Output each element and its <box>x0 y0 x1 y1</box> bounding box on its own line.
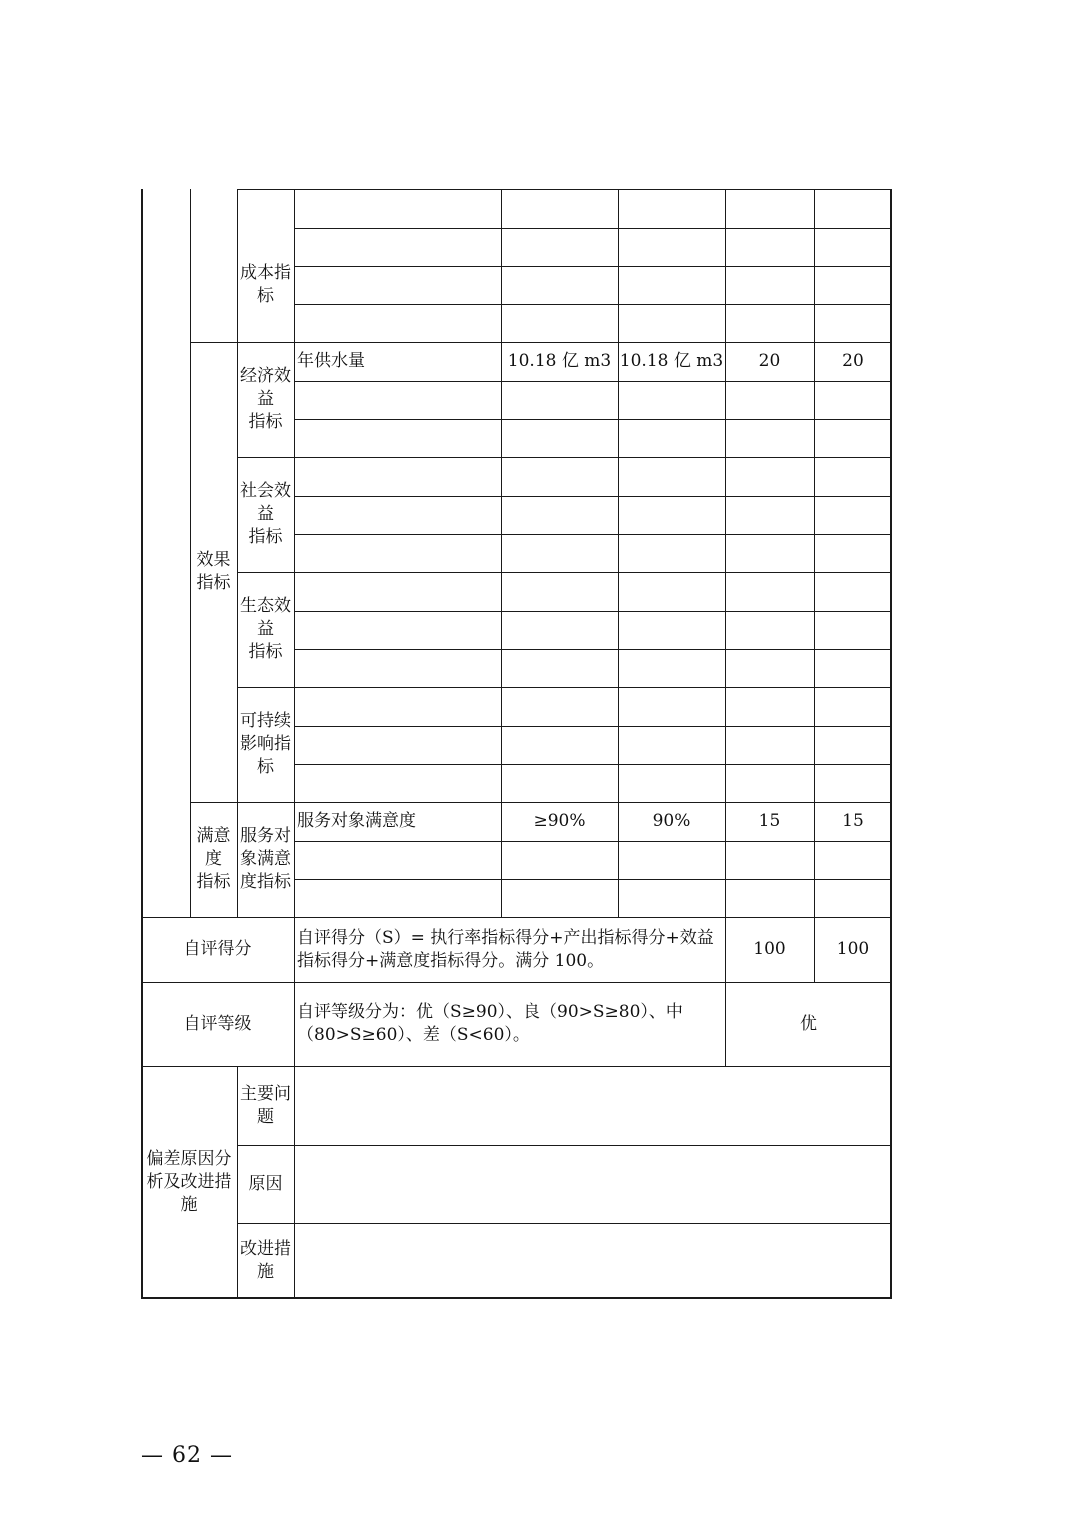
table-rule <box>294 726 892 727</box>
table-rule <box>814 189 815 982</box>
reason-label: 原因 <box>248 1173 283 1194</box>
satisfaction-target: ≥90% <box>533 811 586 831</box>
sustainable-impact-label: 可持续 影响指 标 <box>240 711 291 777</box>
water-supply-target: 10.18 亿 m3 <box>507 351 612 371</box>
table-rule <box>237 1223 892 1224</box>
self-score-formula: 自评得分（S）= 执行率指标得分+产出指标得分+效益指标得分+满意度指标得分。满分 100。 <box>297 927 714 971</box>
service-satisfaction-label: 服务对 象满意 度指标 <box>240 826 291 892</box>
evaluation-table <box>141 189 892 1299</box>
table-rule <box>237 572 892 573</box>
table-rule <box>237 687 892 688</box>
table-rule <box>294 879 892 880</box>
table-rule <box>237 1145 892 1146</box>
table-rule <box>294 649 892 650</box>
table-rule <box>294 534 892 535</box>
water-supply-score: 20 <box>842 351 864 371</box>
cost-indicator-label: 成本指 标 <box>240 263 291 306</box>
self-score-total: 100 <box>753 939 786 959</box>
satisfaction-weight: 15 <box>758 811 781 831</box>
table-rule <box>237 189 892 190</box>
self-grade-value: 优 <box>800 1013 817 1034</box>
effect-indicator-label: 效果 指标 <box>196 550 231 593</box>
satisfaction-indicator-label: 满意 度 指标 <box>196 826 231 892</box>
table-rule <box>294 304 892 305</box>
table-rule <box>294 266 892 267</box>
satisfaction-name: 服务对象满意度 <box>297 811 416 831</box>
table-rule <box>294 841 892 842</box>
self-grade-description: 自评等级分为：优（S≥90）、良（90>S≥80）、中（80>S≥60）、差（S<60）。 <box>297 1002 683 1045</box>
table-rule <box>237 457 892 458</box>
water-supply-name: 年供水量 <box>297 351 365 371</box>
deviation-label: 偏差原因分 析及改进措 施 <box>146 1149 232 1215</box>
table-rule <box>294 381 892 382</box>
satisfaction-score: 15 <box>842 811 864 831</box>
satisfaction-actual: 90% <box>652 811 691 831</box>
water-supply-weight: 20 <box>758 351 781 371</box>
page-number: — 62 — <box>141 1443 233 1468</box>
self-grade-label: 自评等级 <box>183 1013 252 1034</box>
water-supply-actual: 10.18 亿 m3 <box>619 351 724 371</box>
main-problem-label: 主要问 题 <box>240 1083 291 1127</box>
improvement-label: 改进措 施 <box>240 1239 291 1282</box>
ecological-benefit-label: 生态效 益 指标 <box>240 596 291 662</box>
table-rule <box>294 496 892 497</box>
table-rule <box>294 764 892 765</box>
social-benefit-label: 社会效 益 指标 <box>240 481 291 547</box>
economic-benefit-label: 经济效 益 指标 <box>240 366 291 432</box>
table-rule <box>294 228 892 229</box>
table-rule <box>294 611 892 612</box>
self-score-value: 100 <box>836 939 870 959</box>
table-rule <box>294 419 892 420</box>
self-score-label: 自评得分 <box>183 939 252 959</box>
